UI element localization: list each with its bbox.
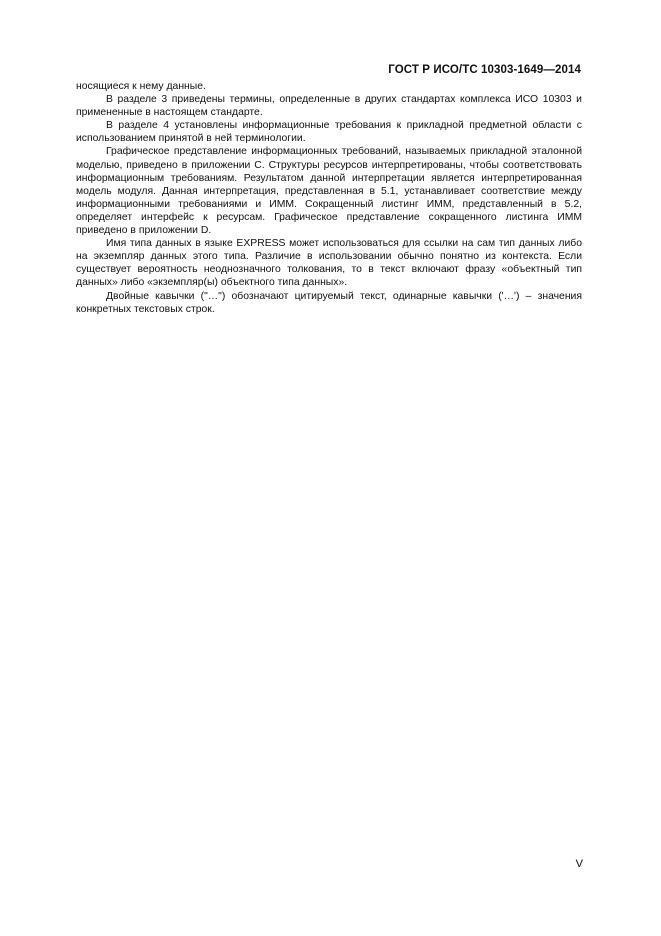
paragraph-section-3: В разделе 3 приведены термины, определенные в других стандартах комплекса ИСО 10303 и примененные в настоящем стандарте. xyxy=(76,94,582,119)
paragraph-express-type-name: Имя типа данных в языке EXPRESS может использоваться для ссылки на сам тип данных либо на экземпляр данных этого типа. Различие в использовании обычно понятно из контекста. Если существует вероятность неоднозначного толкования, то в текст включают фразу «объектный тип данных» либо «экземпляр(ы) объектного типа данных». xyxy=(76,238,582,289)
paragraph-continuation: носящиеся к нему данные. xyxy=(76,81,206,92)
page-number: V xyxy=(575,858,583,870)
paragraph-graphical-representation: Графическое представление информационных требований, называемых прикладной эталонной моделью, приведено в приложении С. Структуры ресурсов интерпретированы, чтобы соответствовать информационным требованиям. Результатом данной интерпретации является интерпретированная модель модуля. Данная интерпретация, представленная в 5.1, устанавливает соответствие между информационными требованиями и ИММ. Сокращенный листинг ИММ, представленный в 5.2, определяет интерфейс к ресурсам. Графическое представление сокращенного листинга ИММ приведено в приложении D. xyxy=(76,146,582,237)
paragraph-section-4: В разделе 4 установлены информационные требования к прикладной предметной области с использованием принятой в ней терминологии. xyxy=(76,120,582,145)
paragraph-quotes: Двойные кавычки ("…") обозначают цитируемый текст, одинарные кавычки ('…') – значения конкретных текстовых строк. xyxy=(76,290,582,315)
document-header: ГОСТ Р ИСО/ТС 10303-1649—2014 xyxy=(388,64,581,76)
body-text xyxy=(76,80,582,316)
